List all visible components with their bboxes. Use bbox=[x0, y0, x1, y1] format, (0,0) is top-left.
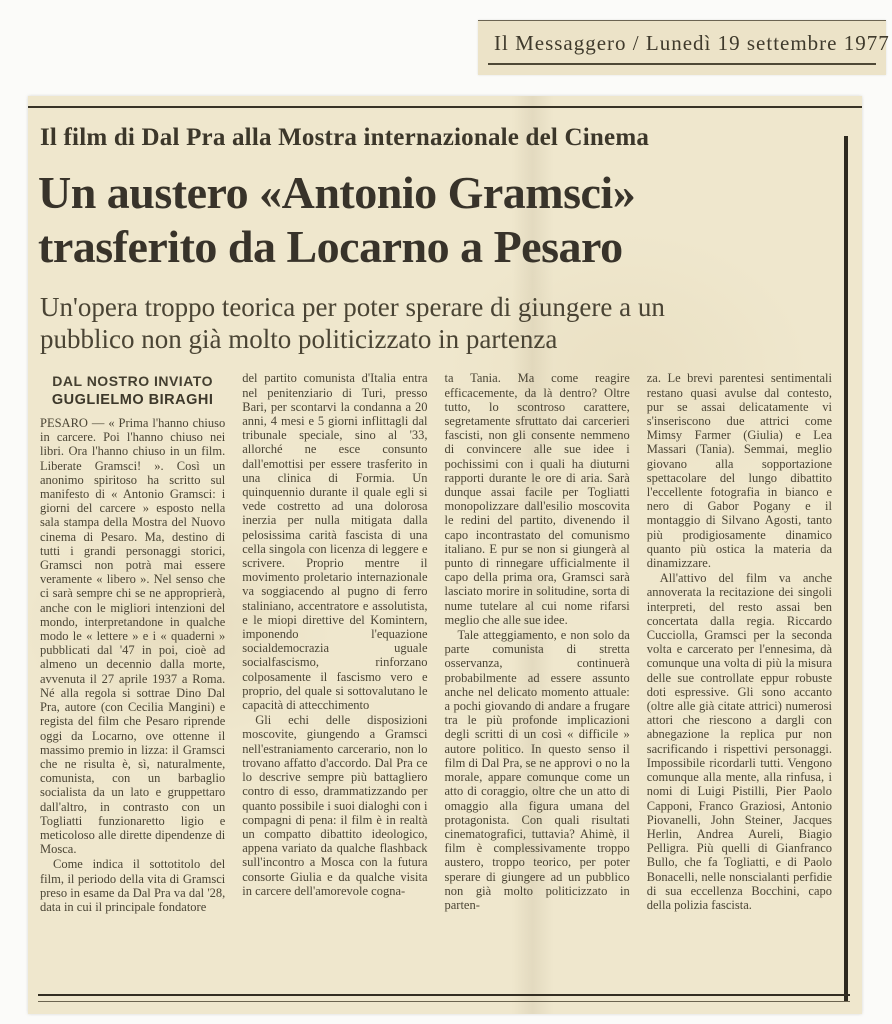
column-2 bbox=[242, 371, 427, 971]
body-paragraph: za. Le brevi parentesi sentimentali restano quasi avulse dal contesto, pur se assai delicatamente vi s'inseriscono due attrici come Mimsy Farmer (Giulia) e Lea Massari (Tania). Semmai, meglio giovano alla sopportazione spettacolare del lungo dibattito l'eccellente fotografia in bianco e nero di Gabor Pogany e il montaggio di Silvano Agosti, tanto più prodigiosamente dinamico quanto più ostica la materia da dinamizzare. bbox=[646, 371, 832, 571]
body-columns bbox=[40, 371, 832, 971]
masthead-text: Il Messaggero / Lunedì 19 settembre 1977 bbox=[488, 31, 876, 65]
body-paragraph: PESARO — « Prima l'hanno chiuso in carcere. Poi l'hanno chiuso nei libri. Ora l'hanno chiuso in un film. Liberate Gramsci! ». Così un anonimo spiritoso ha scritto sul manifesto di « Antonio Gramsci: i giorni del carcere » esposto nella sala stampa della Mostra del Nuovo cinema di Pesaro. Ma, destino di tutti i grandi personaggi storici, Gramsci non potrà mai essere veramente « libero ». Nel senso che ci sarà sempre chi se ne approprierà, anche con le migliori intenzioni del mondo, interpretandone in qualche modo le « lettere » e i « quaderni » pubblicati dal '47 in poi, cioè ad almeno un decennio dalla morte, avvenuta il 27 aprile 1937 a Roma. Né alla regola si sottrae Dino Dal Pra, autore (con Cecilia Mangini) e regista del film che Pesaro riprende oggi da Locarno, ove ottenne il massimo premio in lizza: il Gramsci che ne risulta è, sì, naturalmente, comunista, con un barbaglio socialista da un lato e gruppettaro dall'altro, in contrasto con un Togliatti funzionaretto ligio e meticoloso alle dirette dipendenze di Mosca. bbox=[40, 416, 226, 857]
right-column-rule bbox=[844, 136, 848, 1002]
subhead: Un'opera troppo teorica per poter sperare di giungere a un pubblico non già molto politicizzato in partenza bbox=[40, 291, 665, 355]
masthead-strip bbox=[478, 20, 890, 75]
column-1 bbox=[40, 371, 225, 971]
kicker-headline: Il film di Dal Pra alla Mostra internazionale del Cinema bbox=[40, 124, 650, 151]
byline-role: DAL NOSTRO INVIATO bbox=[52, 373, 213, 390]
body-paragraph: Come indica il sottotitolo del film, il periodo della vita di Gramsci preso in esame da Dal Pra va dal '28, data in cui il principale fondatore bbox=[40, 857, 226, 914]
body-paragraph: Gli echi delle disposizioni moscovite, giungendo a Gramsci nell'estraniamento carcerario, non lo trovano affatto d'accordo. Dal Pra ce lo descrive sempre più battagliero contro di esso, drammatizzando per quanto possibile i suoi dialoghi con i compagni di pena: il film è in realtà un compatto dibattito ideologico, appena variato da qualche flashback sull'incontro a Mosca con la futura consorte Giulia e da qualche visita in carcere dell'amorevole cogna- bbox=[242, 713, 428, 898]
main-headline bbox=[38, 166, 862, 275]
top-rule bbox=[28, 106, 862, 108]
byline bbox=[40, 373, 225, 409]
headline-line-1: Un austero «Antonio Gramsci» bbox=[38, 167, 636, 218]
headline-line-2: trasferito da Locarno a Pesaro bbox=[38, 221, 623, 273]
body-paragraph: ta Tania. Ma come reagire efficacemente, da là dentro? Oltre tutto, lo scontroso carattere, segretamente sfruttato dai carcerieri fascisti, non gli consente nemmeno di convincere alle sue idee i pochissimi con i quali ha diuturni rapporti durante le ore di aria. Sarà dunque assai facile per Togliatti monopolizzare dall'esilio moscovita le redini del partito, divenendo il capo incontrastato del comunismo italiano. E pur se non si giungerà al punto di rinnegare ufficialmente il capo della prima ora, Gramsci sarà lasciato morire in solitudine, sorta di nume tutelare al cui nome rifarsi meglio che alle sue idee. bbox=[444, 371, 630, 627]
article-clipping bbox=[28, 96, 862, 1014]
byline-author: GUGLIELMO BIRAGHI bbox=[51, 391, 214, 408]
column-4 bbox=[647, 371, 832, 971]
bottom-rule bbox=[38, 994, 850, 1002]
body-paragraph: del partito comunista d'Italia entra nel penitenziario di Turi, presso Bari, per scontarvi la condanna a 20 anni, 4 mesi e 5 giorni inflittagli dal tribunale speciale, sino al '33, allorché ne esce consunto dall'emottisi per essere trasferito in una clinica di Formia. Un quinquennio durante il quale egli si vede costretto ad una dolorosa inerzia per nulla mitigata dalla pelosissima carità fascista di una cella singola con licenza di leggere e scrivere. Proprio mentre il movimento proletario internazionale va soggiacendo al pugno di ferro staliniano, accentratore e assolutista, e le miopi direttive del Komintern, imponendo l'equazione socialdemocrazia uguale socialfascismo, rinforzano colposamente il fascismo vero e proprio, del quale si sottovalutano le capacità di attecchimento bbox=[242, 371, 428, 713]
column-3 bbox=[445, 371, 630, 971]
body-paragraph: Tale atteggiamento, e non solo da parte comunista di stretta osservanza, continuerà probabilmente ad essere assunto anche nel delicato momento attuale: a pochi giovando di andare a frugare tra le più profonde implicazioni degli scritti di un così « difficile » autore politico. In questo senso il film di Dal Pra, se ne approvi o no la morale, appare comunque come un atto di coraggio, oltre che un atto di omaggio alla figura umana del protagonista. Con quali risultati cinematografici, tuttavia? Ahimè, il film è complessivamente troppo austero, troppo teorico, per poter sperare di giungere ad un pubblico non già molto politicizzato in parten- bbox=[444, 628, 630, 912]
body-paragraph: All'attivo del film va anche annoverata la recitazione dei singoli interpreti, del resto assai ben concertata dalla regia. Riccardo Cucciolla, Gramsci per la seconda volta e carcerato per l'ennesima, dà comunque una volta di più la misura delle sue controllate eppur robuste doti espressive. Gli sono accanto (oltre alle già citate attrici) numerosi attori che riescono a dargli con abnegazione la replica pur non sacrificando i rispettivi personaggi. Impossibile ricordarli tutti. Vengono comunque alla mente, alla rinfusa, i nomi di Luigi Pistilli, Pier Paolo Capponi, Franco Graziosi, Antonio Piovanelli, John Steiner, Jacques Herlin, Andrea Aureli, Biagio Pelligra. Più quelli di Gianfranco Bullo, che fa Togliatti, e di Paolo Bonacelli, nelle nonscialanti perfidie di sua eccellenza Bocchini, capo della polizia fascista. bbox=[646, 571, 832, 912]
